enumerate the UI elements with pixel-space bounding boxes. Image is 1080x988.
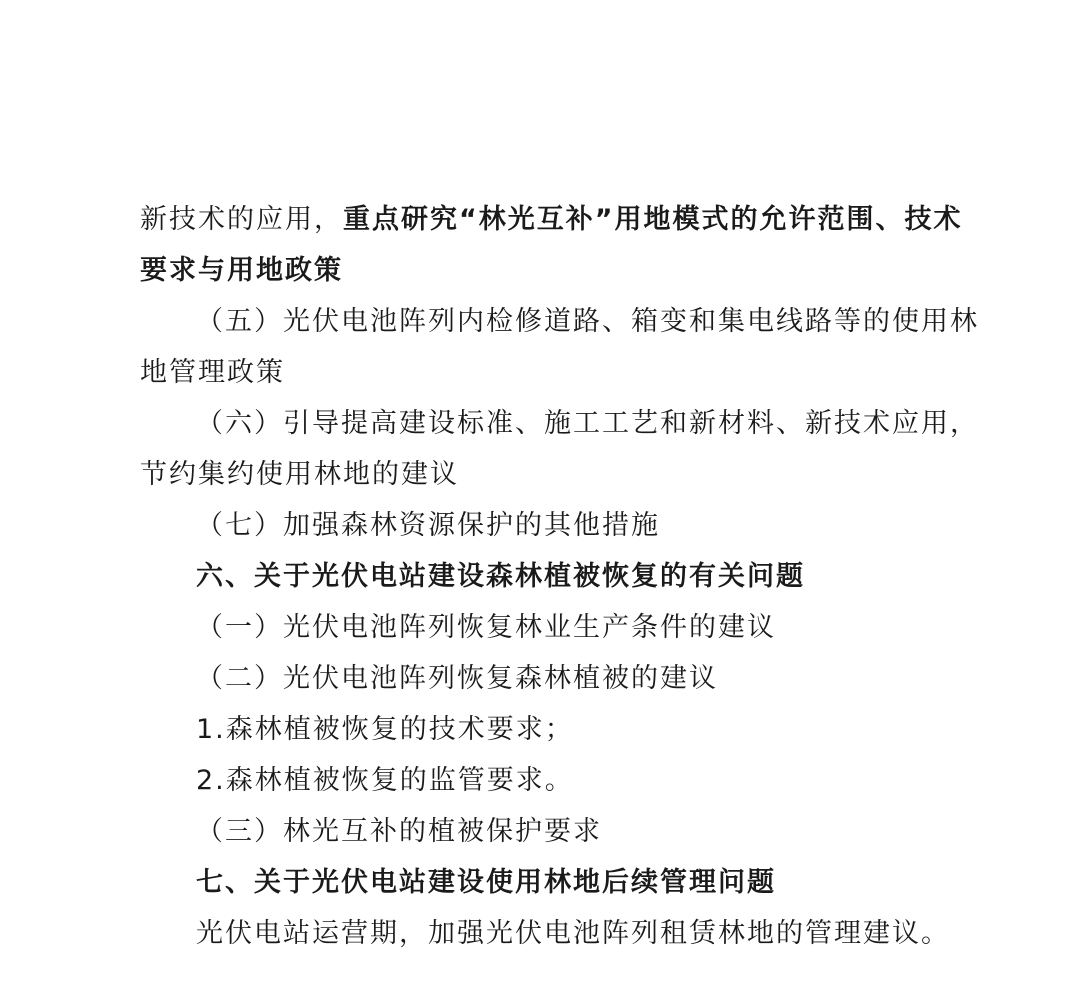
paragraph-line xyxy=(140,202,963,238)
section-heading: 七、关于光伏电站建设使用林地后续管理问题 xyxy=(196,867,776,898)
list-item: 2.森林植被恢复的监管要求。 xyxy=(196,765,574,796)
paragraph-line: 节约集约使用林地的建议 xyxy=(140,459,459,490)
section-heading: 六、关于光伏电站建设森林植被恢复的有关问题 xyxy=(196,561,805,592)
paragraph-line: （七）加强森林资源保护的其他措施 xyxy=(196,510,660,541)
paragraph-line: （六）引导提高建设标准、施工工艺和新材料、新技术应用， xyxy=(196,408,979,439)
paragraph-line: 地管理政策 xyxy=(140,357,285,388)
subsection-line: （二）光伏电池阵列恢复森林植被的建议 xyxy=(196,663,718,694)
paragraph-line: 光伏电站运营期，加强光伏电池阵列租赁林地的管理建议。 xyxy=(196,918,950,949)
paragraph-line: （五）光伏电池阵列内检修道路、箱变和集电线路等的使用林 xyxy=(196,306,979,337)
subsection-line: （一）光伏电池阵列恢复林业生产条件的建议 xyxy=(196,612,776,643)
paragraph-line: 要求与用地政策 xyxy=(140,255,343,286)
text-span: 新技术的应用， xyxy=(140,204,343,235)
bold-text-span: 重点研究“林光互补”用地模式的允许范围、技术 xyxy=(343,204,963,235)
list-item: 1.森林植被恢复的技术要求； xyxy=(196,714,574,745)
subsection-line: （三）林光互补的植被保护要求 xyxy=(196,816,602,847)
